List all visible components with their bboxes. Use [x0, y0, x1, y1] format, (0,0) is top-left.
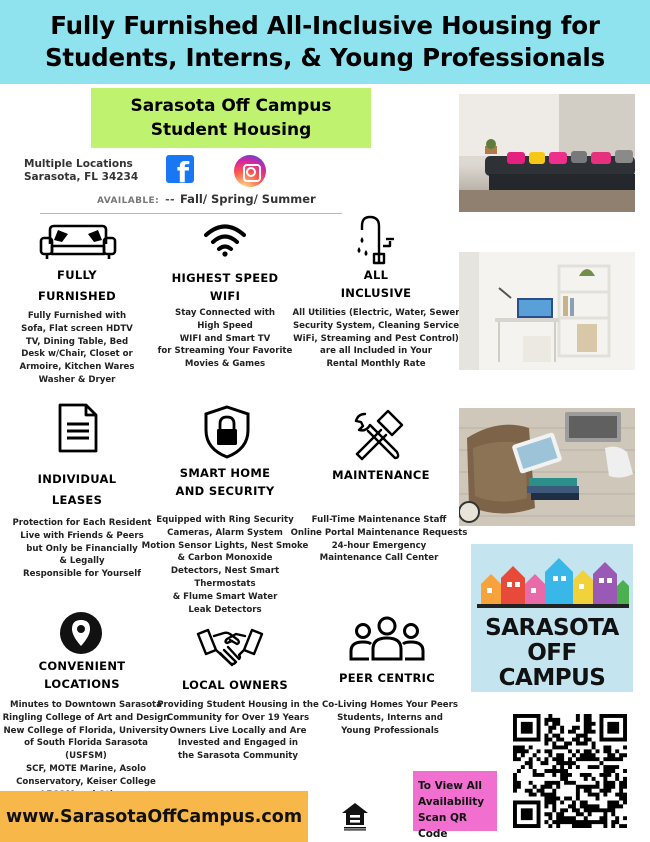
feature-title-all-inclusive: ALL INCLUSIVE: [340, 268, 412, 300]
feature-desc-fully-furnished: Fully Furnished with Sofa, Flat screen HDTV TV, Dining Table, Bed Desk w/Chair, Closet or Armoire, Kitchen Wares Washer & Dryer: [19, 311, 135, 385]
feature-title-fully-furnished: FULLY FURNISHED: [38, 268, 116, 303]
feature-desc-peer-centric: Co-Living Homes Your Peers Students, Interns and Young Professionals: [322, 700, 458, 736]
feature-desc-local-owners: Providing Student Housing in the Community for Over 19 Years Owners Live Locally and Are Invested and Engaged in the Sarasota Community: [157, 700, 319, 762]
handshake-icon: [196, 626, 264, 670]
subtitle-text: Sarasota Off Campus Student Housing: [130, 96, 332, 140]
faucet-icon: [356, 210, 396, 266]
logo-text: SARASOTA OFF CAMPUS: [485, 615, 619, 691]
feature-title-wifi: HIGHEST SPEED WIFI: [171, 271, 279, 303]
tools-icon: [351, 408, 405, 462]
feature-title-local-owners: LOCAL OWNERS: [181, 678, 289, 692]
sofa-icon: [38, 222, 118, 262]
study-desk-photo: [459, 252, 635, 370]
website-link[interactable]: www.SarasotaOffCampus.com: [5, 806, 303, 827]
backpack-illustration: [459, 408, 635, 526]
document-icon: [56, 402, 100, 454]
feature-desc-all-inclusive: All Utilities (Electric, Water, Sewer Security System, Cleaning Service WiFi, Streaming and Pest Control) are all Included in Your Rental Monthly Rate: [292, 308, 460, 370]
location-pin-icon: [59, 611, 103, 655]
feature-desc-smart-home: Equipped with Ring Security Cameras, Alarm System Motion Sensor Lights, Nest Smoke & Carbon Monoxide Detectors, Nest Smart Thermostats & Flume Smart Water Leak Detectors: [141, 515, 309, 615]
feature-title-smart-home: SMART HOME AND SECURITY: [175, 466, 275, 498]
availability-label: AVAILABLE: --: [97, 193, 176, 206]
divider: [40, 213, 342, 214]
website-banner: [0, 791, 308, 842]
qr-availability-callout: To View All Availability Scan QR Code: [413, 771, 497, 831]
living-room-photo: [459, 94, 635, 212]
feature-desc-individual-leases: Protection for Each Resident Live with Friends & Peers but Only be Financially & Legally Responsible for Yourself: [12, 518, 152, 580]
location-text: Multiple Locations Sarasota, FL 34234: [24, 158, 139, 183]
instagram-icon[interactable]: [234, 155, 266, 187]
sarasota-off-campus-logo: [471, 544, 633, 692]
houses-illustration: [471, 544, 633, 614]
qr-code[interactable]: [513, 714, 627, 828]
facebook-icon[interactable]: f: [166, 155, 194, 183]
subtitle-banner: [91, 88, 371, 148]
feature-title-peer-centric: PEER CENTRIC: [339, 671, 435, 685]
equal-housing-icon: [341, 801, 369, 831]
feature-title-convenient-locations: CONVENIENT LOCATIONS: [38, 659, 126, 691]
feature-desc-maintenance: Full-Time Maintenance Staff Online Portal Maintenance Requests 24-hour Emergency Maintenance Call Center: [290, 515, 468, 564]
wifi-icon: [203, 222, 247, 258]
feature-desc-wifi: Stay Connected with High Speed WIFI and Smart TV for Streaming Your Favorite Movies & Games: [157, 308, 293, 370]
living-room-illustration: [459, 94, 635, 212]
lock-shield-icon: [202, 404, 252, 460]
feature-desc-convenient-locations: Minutes to Downtown Sarasota Ringling College of Art and Design New College of Florida, University of South Florida Sarasota (USFSM) SCF, MOTE Marine, Asolo Conservatory, Keiser College: [2, 700, 170, 787]
page-header: [0, 0, 650, 84]
availability-seasons: Fall/ Spring/ Summer: [180, 192, 316, 206]
study-desk-illustration: [459, 252, 635, 370]
page-title: Fully Furnished All-Inclusive Housing for Students, Interns, & Young Professionals: [44, 11, 606, 72]
feature-title-maintenance: MAINTENANCE: [332, 468, 430, 482]
backpack-laptop-photo: [459, 408, 635, 526]
feature-title-individual-leases: INDIVIDUAL LEASES: [37, 472, 117, 507]
people-group-icon: [349, 615, 425, 661]
